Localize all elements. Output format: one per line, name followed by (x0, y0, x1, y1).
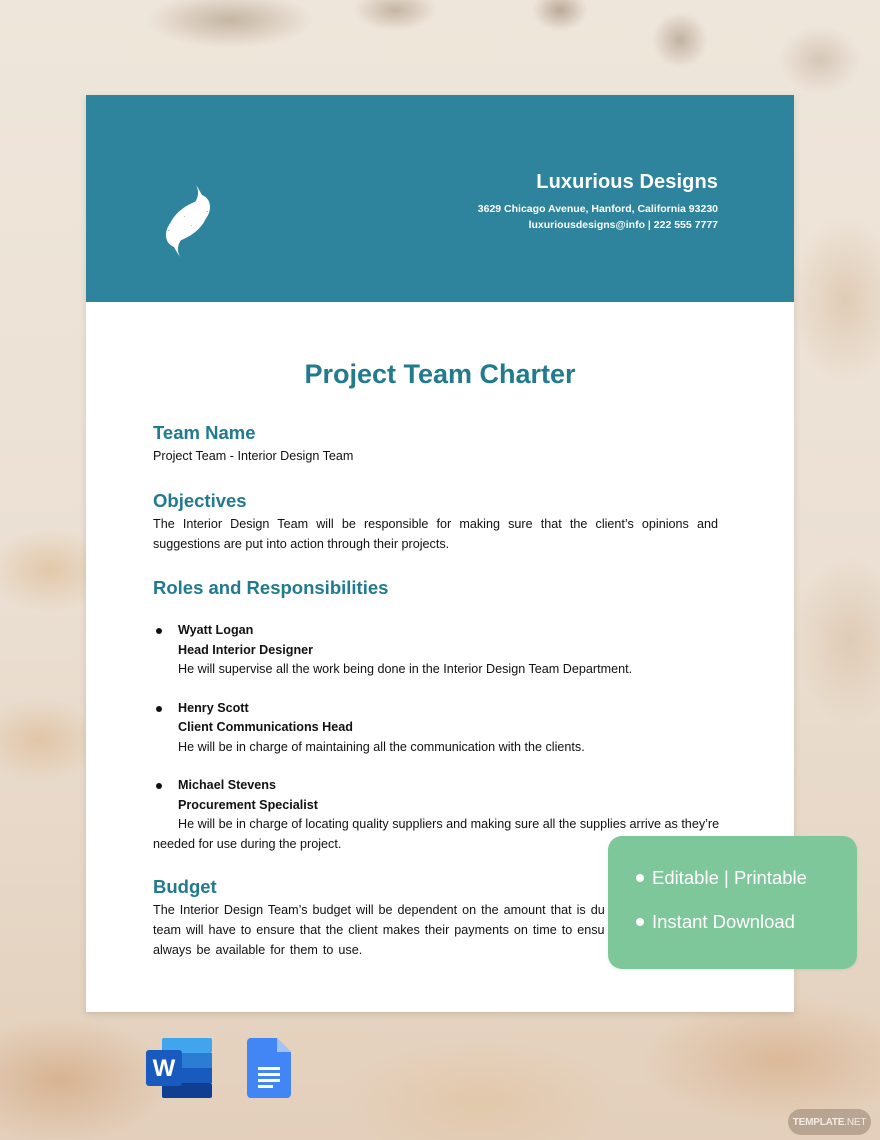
budget-text: The Interior Design Team’s budget will be dependent on the amount that is du team will have to ensure that the client makes their payments on time to ensu always be available for them to use. (153, 903, 605, 957)
lightning-flame-logo-icon (156, 183, 220, 259)
watermark-label-bold: TEMPLATE (792, 1116, 845, 1128)
badge-label: Instant Download (652, 911, 795, 932)
bullet-icon (156, 628, 162, 634)
role-title: Client Communications Head (178, 720, 353, 734)
section-heading: Team Name (153, 422, 256, 443)
role-title: Head Interior Designer (178, 642, 314, 657)
badge-item-download (636, 911, 795, 933)
letterhead (86, 95, 794, 302)
role-name: Michael Stevens (178, 778, 276, 792)
company-name: Luxurious Designs (536, 171, 718, 193)
section-heading: Budget (153, 876, 217, 897)
team-name-text: Project Team - Interior Design Team (153, 449, 354, 463)
section-objectives (153, 488, 718, 554)
svg-text:W: W (152, 1055, 176, 1082)
company-address: 3629 Chicago Avenue, Hanford, California 93230 (477, 203, 718, 215)
microsoft-word-icon[interactable] (146, 1038, 214, 1098)
section-roles (153, 575, 718, 873)
role-title: Procurement Specialist (178, 797, 318, 812)
role-item (153, 621, 718, 680)
role-description-continued: needed for use during the project. (153, 836, 342, 851)
bullet-icon (156, 783, 162, 789)
bullet-icon (636, 874, 644, 882)
role-description: He will be in charge of locating quality suppliers and making sure all the supplies arrive as they’re (178, 817, 720, 831)
role-name: Henry Scott (178, 700, 249, 715)
badge-item-editable (636, 867, 807, 889)
section-team-name (153, 420, 718, 466)
company-info (478, 171, 718, 233)
bullet-icon (156, 706, 162, 712)
google-docs-icon[interactable] (247, 1038, 291, 1098)
role-description: He will be in charge of maintaining all the communication with the clients. (178, 739, 585, 754)
role-name: Wyatt Logan (178, 623, 254, 637)
template-net-watermark (788, 1109, 871, 1135)
section-heading: Roles and Responsibilities (153, 577, 389, 598)
badge-label: Editable | Printable (652, 867, 807, 888)
roles-list (153, 621, 718, 854)
role-item (153, 699, 718, 758)
features-badge (608, 836, 857, 969)
document-title: Project Team Charter (304, 359, 576, 389)
section-heading: Objectives (153, 490, 247, 511)
objectives-text: The Interior Design Team will be responsible for making sure that the client’s opinions and suggestions are put into action through their projects. (153, 517, 718, 551)
bullet-icon (636, 918, 644, 926)
watermark-label-light: .NET (844, 1116, 867, 1128)
role-description: He will supervise all the work being done in the Interior Design Team Department. (178, 662, 633, 676)
company-contact: luxuriousdesigns@info | 222 555 7777 (528, 219, 718, 231)
